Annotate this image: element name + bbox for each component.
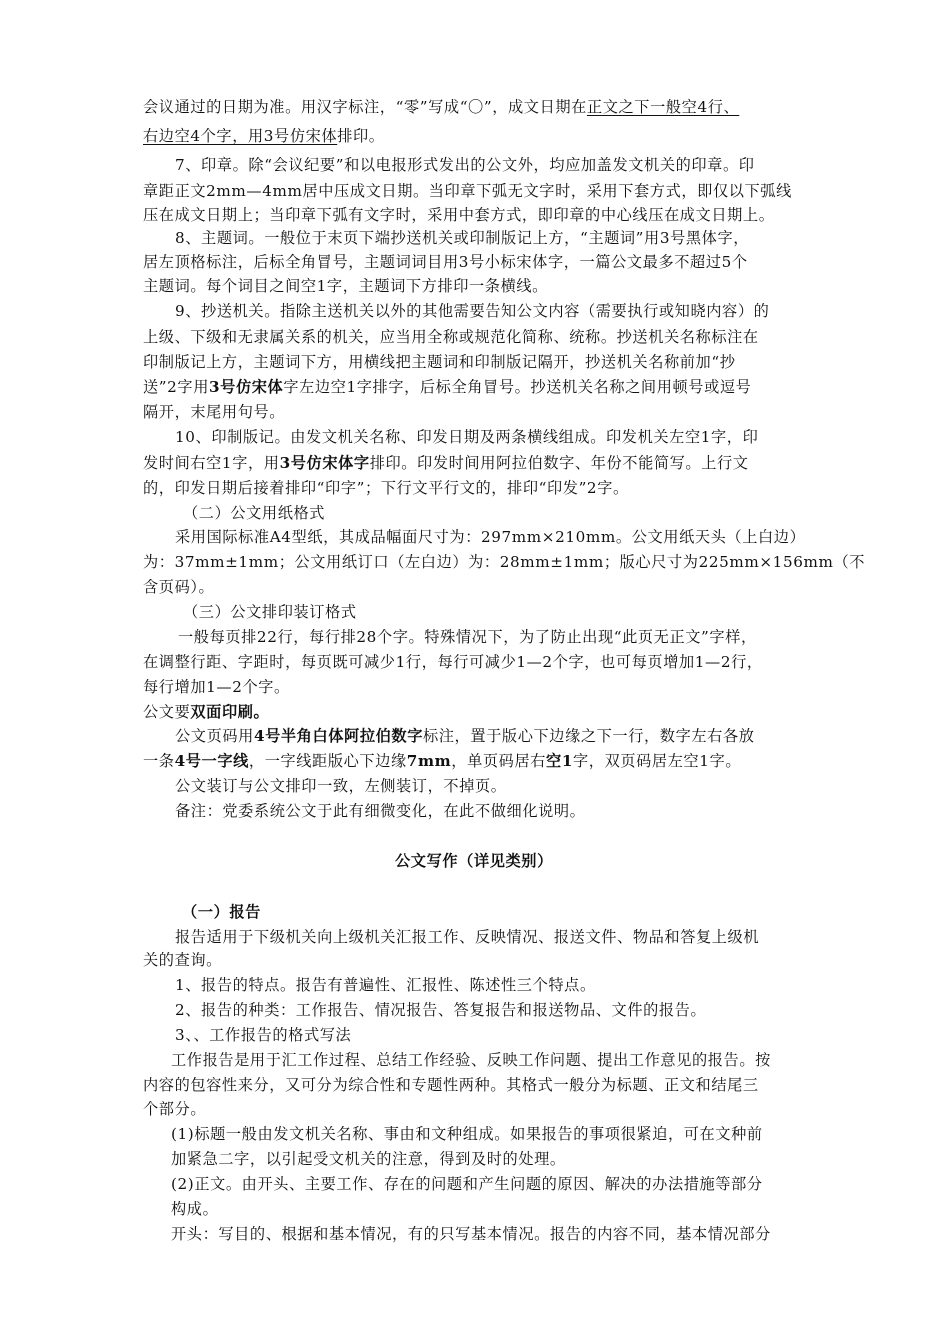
section-heading [395,849,553,873]
text-run: 压在成文日期上；当印章下弧有文字时，采用中套方式，即印章的中心线压在成文日期上。 [143,206,775,224]
line-15 [143,451,749,475]
bold-text: 4号一字线 [174,752,249,770]
text-run: 在调整行距、字距时，每页既可减少1行，每行可减少1—2个字，也可每页增加1—2行， [143,653,763,671]
text-run: 主题词。每个词目之间空1字，主题词下方排印一条横线。 [143,277,548,295]
text-run: (2)正文。由开头、主要工作、存在的问题和产生问题的原因、解决的办法措施等部分 [171,1175,763,1193]
bold-text: 3号仿宋体字 [279,454,370,472]
text-run: 开头：写目的、根据和基本情况，有的只写基本情况。报告的内容不同，基本情况部分 [171,1225,771,1243]
line-29 [175,799,585,823]
text-run: （二）公文用纸格式 [183,504,326,522]
line-22 [178,625,757,649]
line-5 [143,203,775,227]
line-42 [171,1172,763,1196]
underlined-text: 右边空4个字，用3号仿宋体 [143,127,338,145]
text-run: 会议通过的日期为准。用汉字标注，“零”写成“〇”，成文日期在 [143,98,587,116]
text-run: 公文装订与公文排印一致，左侧装订，不掉页。 [175,777,507,795]
line-24 [143,675,290,699]
line-34 [175,973,596,997]
line-9 [175,299,769,323]
line-43 [171,1197,218,1221]
text-run: ，一字线距版心下边缘 [248,752,407,770]
text-run: 10、印制版记。由发文机关名称、印发日期及两条横线组成。印发机关左空1字，印 [175,428,759,446]
bold-text: 3号仿宋体 [209,378,284,396]
line-18 [175,525,805,549]
line-25 [143,700,269,724]
line-17 [183,501,325,525]
text-run: 一条 [143,752,175,770]
text-run: 2、报告的种类：工作报告、情况报告、答复报告和报送物品、文件的报告。 [175,1001,707,1019]
line-23 [143,650,763,674]
line-21 [183,600,357,624]
line-13 [143,400,285,424]
text-run: 公文要 [143,703,191,721]
text-run: 上级、下级和无隶属关系的机关，应当用全称或规范化简称、统称。抄送机关名称标注在 [143,328,759,346]
line-35 [175,998,706,1022]
text-run: 每行增加1—2个字。 [143,678,290,696]
line-19 [143,550,865,574]
text-run: 字左边空1字排字，后标全角冒号。抄送机关名称之间用顿号或逗号 [283,378,752,396]
text-run: 9、抄送机关。指除主送机关以外的其他需要告知公文内容（需要执行或知晓内容）的 [175,302,770,320]
text-run: 关的查询。 [143,951,222,969]
text-run: 一般每页排22行，每行排28个字。特殊情况下，为了防止出现“此页无正文”字样， [178,628,757,646]
bold-text: 7mm [406,752,452,770]
text-run: 7、印章。除“会议纪要”和以电报形式发出的公文外，均应加盖发文机关的印章。印 [175,156,755,174]
bold-text: （一）报告 [182,903,261,921]
text-run: （三）公文排印装订格式 [183,603,357,621]
line-4 [143,179,792,203]
text-run: 构成。 [171,1200,219,1218]
line-11 [143,350,736,374]
line-32 [175,925,759,949]
text-run: (1)标题一般由发文机关名称、事由和文种组成。如果报告的事项很紧迫，可在文种前 [171,1125,763,1143]
text-run: 1、报告的特点。报告有普遍性、汇报性、陈述性三个特点。 [175,976,596,994]
text-run: 字，双页码居左空1字。 [573,752,742,770]
line-3 [175,153,755,177]
text-run: 备注：党委系统公文于此有细微变化，在此不做细化说明。 [175,802,586,820]
text-run: 公文页码用 [175,727,254,745]
line-41 [171,1147,566,1171]
text-run: 发时间右空1字，用 [143,454,280,472]
text-run: 排印。 [337,127,385,145]
text-run: 排印。印发时间用阿拉伯数字、年份不能简写。上行文 [369,454,749,472]
bold-text: 4号半角白体阿拉伯数字 [253,727,423,745]
text-run: 含页码）。 [143,578,215,596]
line-38 [143,1073,759,1097]
text-run: 居左顶格标注，后标全角冒号，主题词词目用3号小标宋体字，一篇公文最多不超过5个 [143,253,748,271]
line-12 [143,375,751,399]
text-run: 内容的包容性来分，又可分为综合性和专题性两种。其格式一般分为标题、正文和结尾三 [143,1076,759,1094]
line-7 [143,250,748,274]
subsection-heading [182,900,261,924]
line-1 [143,95,739,119]
text-run: 印制版记上方，主题词下方，用横线把主题词和印制版记隔开，抄送机关名称前加“抄 [143,353,736,371]
text-run: 章距正文2mm—4mm居中压成文日期。当印章下弧无文字时，采用下套方式，即仅以下弧线 [143,182,792,200]
line-40 [171,1122,763,1146]
line-28 [175,774,507,798]
line-27 [143,749,741,773]
text-run: 的，印发日期后接着排印“印字”；下行文平行文的，排印“印发”2字。 [143,479,629,497]
text-run: 送”2字用 [143,378,209,396]
line-8 [143,274,548,298]
text-run: 报告适用于下级机关向上级机关汇报工作、反映情况、报送文件、物品和答复上级机 [175,928,760,946]
text-run: 隔开，末尾用句号。 [143,403,286,421]
text-run: 采用国际标准A4型纸，其成品幅面尺寸为：297mm×210mm。公文用纸天头（上白边） [175,528,806,546]
text-run: 个部分。 [143,1100,207,1118]
bold-text: 空1 [546,752,573,770]
line-16 [143,476,629,500]
text-run: 3、、工作报告的格式写法 [175,1026,352,1044]
text-run: ，单页码居右 [451,752,547,770]
text-run: 8、主题词。一般位于末页下端抄送机关或印制版记上方，“主题词”用3号黑体字， [175,229,750,247]
line-44 [171,1222,771,1246]
line-10 [143,325,759,349]
line-39 [143,1097,206,1121]
line-20 [143,575,214,599]
line-36 [175,1023,351,1047]
underlined-text: 正文之下一般空4行、 [586,98,740,116]
line-14 [175,425,758,449]
line-6 [175,226,749,250]
bold-text: 双面印刷。 [190,703,270,721]
line-33 [143,948,222,972]
text-run: 标注，置于版心下边缘之下一行，数字左右各放 [422,727,755,745]
text-run: 加紧急二字，以引起受文机关的注意，得到及时的处理。 [171,1150,566,1168]
line-2 [143,124,385,148]
line-37 [171,1048,771,1072]
text-run: 为：37mm±1mm；公文用纸订口（左白边）为：28mm±1mm；版心尺寸为225mm×156mm（不 [143,553,866,571]
text-run: 工作报告是用于汇工作过程、总结工作经验、反映工作问题、提出工作意见的报告。按 [171,1051,771,1069]
line-26 [175,724,755,748]
bold-text: 公文写作（详见类别） [395,852,553,870]
